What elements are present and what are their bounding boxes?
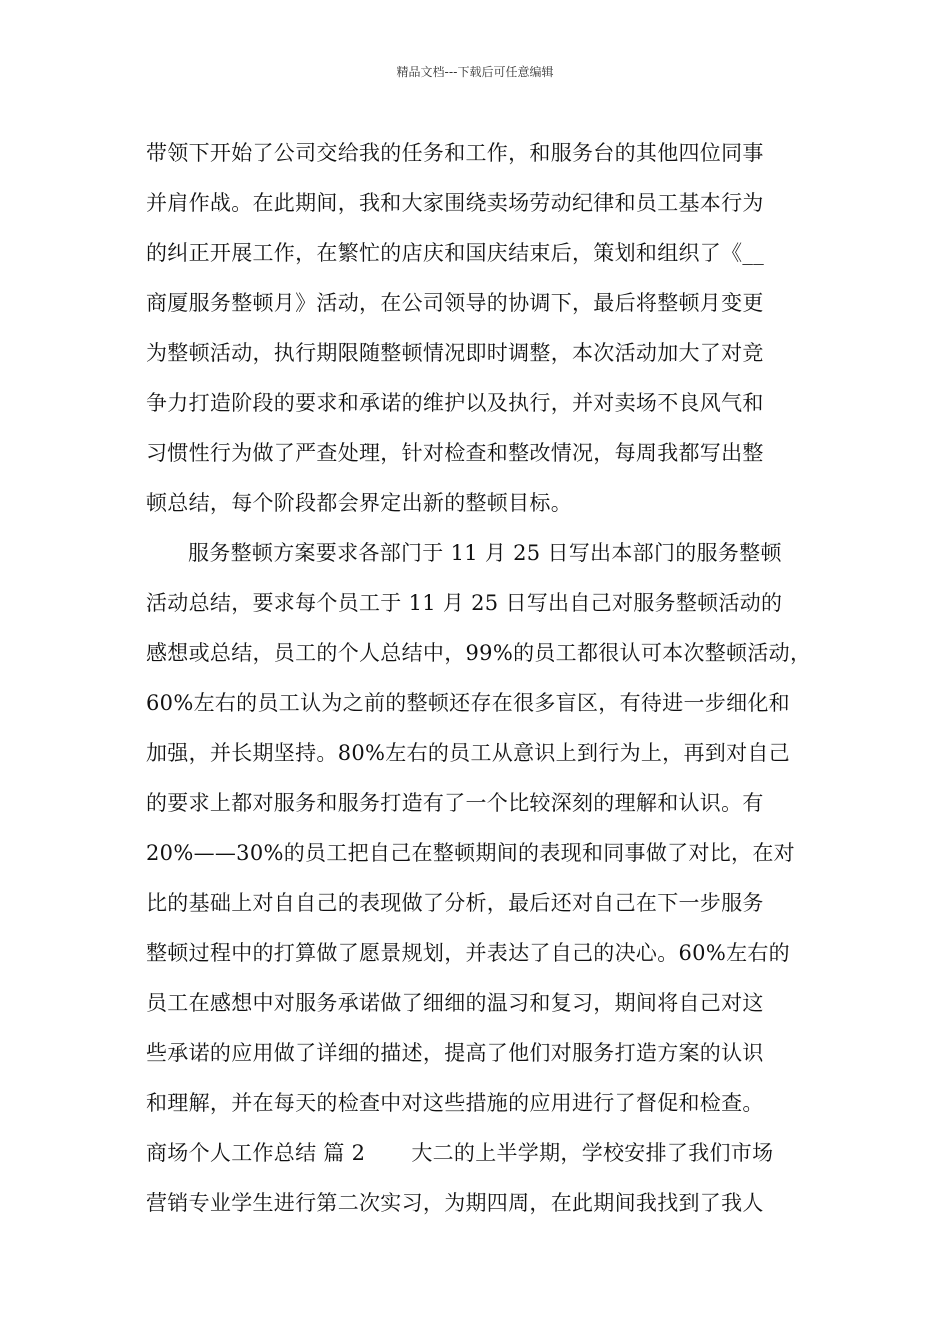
text-line: 争力打造阶段的要求和承诺的维护以及执行，并对卖场不良风气和 <box>146 391 764 415</box>
text-line: 加强，并长期坚持。80%左右的员工从意识上到行为上，再到对自己 <box>146 741 790 765</box>
text-line: 比的基础上对自自己的表现做了分析，最后还对自己在下一步服务 <box>146 891 764 915</box>
text-line: 的纠正开展工作，在繁忙的店庆和国庆结束后，策划和组织了《__ <box>146 241 764 265</box>
section-heading-line <box>146 1128 818 1178</box>
page-header: 精品文档---下载后可任意编辑 <box>396 65 554 79</box>
text-line: 顿总结，每个阶段都会界定出新的整顿目标。 <box>146 491 572 515</box>
text-line: 习惯性行为做了严查处理，针对检查和整改情况，每周我都写出整 <box>146 441 764 465</box>
text-line: 整顿过程中的打算做了愿景规划，并表达了自己的决心。60%左右的 <box>146 941 790 965</box>
text-line: 带领下开始了公司交给我的任务和工作，和服务台的其他四位同事 <box>146 141 764 165</box>
text-line: 并肩作战。在此期间，我和大家围绕卖场劳动纪律和员工基本行为 <box>146 191 764 215</box>
text-line: 60%左右的员工认为之前的整顿还存在很多盲区，有待进一步细化和 <box>146 691 790 715</box>
text-line: 营销专业学生进行第二次实习，为期四周，在此期间我找到了我人 <box>146 1191 764 1215</box>
text-line: 和理解，并在每天的检查中对这些措施的应用进行了督促和检查。 <box>146 1091 764 1115</box>
section-title: 商场个人工作总结 篇 2 <box>146 1141 366 1165</box>
text-line: 20%——30%的员工把自己在整顿期间的表现和同事做了对比，在对 <box>146 841 795 865</box>
text-line: 商厦服务整顿月》活动，在公司领导的协调下，最后将整顿月变更 <box>146 291 764 315</box>
text-line: 为整顿活动，执行期限随整顿情况即时调整，本次活动加大了对竞 <box>146 341 764 365</box>
paragraph-2 <box>146 528 818 1128</box>
text-line: 的要求上都对服务和服务打造有了一个比较深刻的理解和认识。有 <box>146 791 764 815</box>
text-line: 些承诺的应用做了详细的描述，提高了他们对服务打造方案的认识 <box>146 1041 764 1065</box>
document-body <box>146 128 818 1228</box>
text-line: 服务整顿方案要求各部门于 11 月 25 日写出本部门的服务整顿 <box>188 541 782 565</box>
text-line: 感想或总结，员工的个人总结中，99%的员工都很认可本次整顿活动， <box>146 641 812 665</box>
paragraph-1 <box>146 128 818 528</box>
section-2 <box>146 1128 818 1228</box>
text-line: 员工在感想中对服务承诺做了细细的温习和复习，期间将自己对这 <box>146 991 764 1015</box>
text-line: 活动总结，要求每个员工于 11 月 25 日写出自己对服务整顿活动的 <box>146 591 783 615</box>
section-first-text: 大二的上半学期，学校安排了我们市场 <box>411 1141 774 1165</box>
